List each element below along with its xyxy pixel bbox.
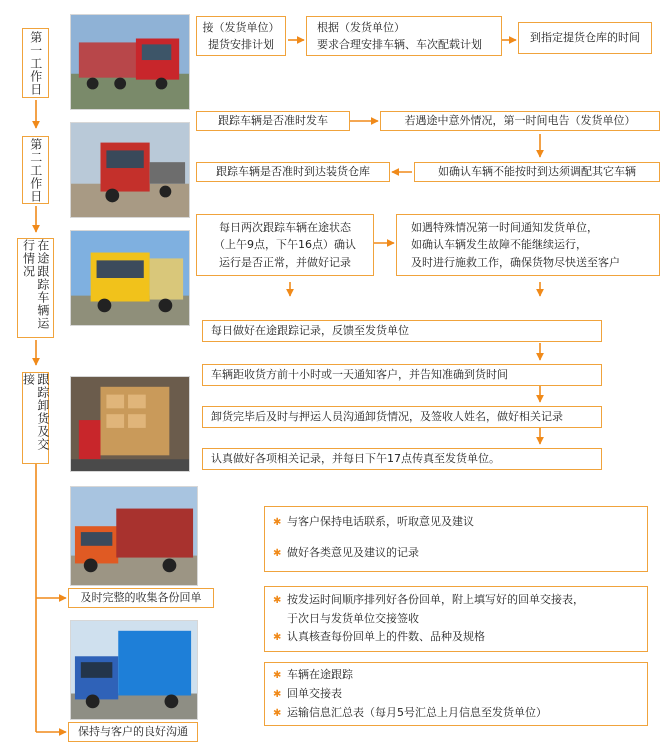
reassign-vehicle-box: 如确认车辆不能按时到达须调配其它车辆 bbox=[414, 162, 660, 182]
customer-communication-label: 保持与客户的良好沟通 bbox=[68, 722, 198, 742]
daily-tracking-box: 每日两次跟踪车辆在途状态 （上午9点，下午16点）确认 运行是否正常，并做好记录 bbox=[196, 214, 374, 276]
truck-photo-red-tractor bbox=[70, 122, 190, 218]
daily-record-box: 每日做好在途跟踪记录，反馈至发货单位 bbox=[202, 320, 602, 342]
emergency-notify-box: 若遇途中意外情况，第一时间电告（发货单位） bbox=[380, 111, 660, 131]
stage-day-one: 第一工作日 bbox=[22, 28, 49, 98]
list-item: ✱ 认真核查每份回单上的件数、品种及规格 bbox=[273, 628, 639, 647]
warehouse-forklift-photo bbox=[70, 376, 190, 472]
fax-record-box: 认真做好各项相关记录，并每日下午17点传真至发货单位。 bbox=[202, 448, 602, 470]
track-departure-box: 跟踪车辆是否准时发车 bbox=[196, 111, 350, 131]
receive-pickup-plan-box: 接（发货单位） 提货安排计划 bbox=[196, 16, 286, 56]
bullet-icon: ✱ bbox=[273, 548, 282, 559]
list-item: ✱ 回单交接表 bbox=[273, 685, 639, 704]
truck-photo-container bbox=[70, 486, 198, 586]
stage-transit-tracking: 在途跟踪车辆运行情况 bbox=[17, 238, 54, 338]
stage-day-two: 第二工作日 bbox=[22, 136, 49, 204]
receipt-collection-label: 及时完整的收集各份回单 bbox=[68, 588, 214, 608]
receipt-handling-box bbox=[264, 586, 648, 652]
list-item: ✱ 做好各类意见及建议的记录 bbox=[273, 544, 639, 563]
pickup-time-box: 到指定提货仓库的时间 bbox=[518, 22, 652, 54]
unloading-handover-box: 卸货完毕后及时与押运人员沟通卸货情况，及签收人姓名，做好相关记录 bbox=[202, 406, 602, 428]
records-list-box bbox=[264, 662, 648, 726]
bullet-icon: ✱ bbox=[273, 670, 282, 681]
special-situation-box: 如遇特殊情况第一时间通知发货单位， 如确认车辆发生故障不能继续运行， 及时进行施救工作，确保货物尽快送至客户 bbox=[396, 214, 660, 276]
bullet-icon: ✱ bbox=[273, 708, 282, 719]
track-arrival-box: 跟踪车辆是否准时到达装货仓库 bbox=[196, 162, 390, 182]
stage-unloading-handover: 跟踪卸货及交接 bbox=[22, 372, 49, 464]
bullet-icon: ✱ bbox=[273, 689, 282, 700]
bullet-icon: ✱ bbox=[273, 517, 282, 528]
notify-customer-box: 车辆距收货方前十小时或一天通知客户，并告知准确到货时间 bbox=[202, 364, 602, 386]
bullet-icon: ✱ bbox=[273, 632, 282, 644]
truck-photo-yellow bbox=[70, 230, 190, 326]
truck-photo-blue bbox=[70, 620, 198, 720]
list-item: ✱ 运输信息汇总表（每月5号汇总上月信息至发货单位） bbox=[273, 704, 639, 723]
list-item: ✱ 按发运时间顺序排列好各份回单，附上填写好的回单交接表， 于次日与发货单位交接签收 bbox=[273, 593, 584, 625]
customer-service-box bbox=[264, 506, 648, 572]
vehicle-scheduling-box: 根据（发货单位） 要求合理安排车辆、车次配载计划 bbox=[306, 16, 502, 56]
list-item: ✱ 车辆在途跟踪 bbox=[273, 666, 639, 685]
list-item: ✱ 与客户保持电话联系，听取意见及建议 bbox=[273, 513, 639, 532]
truck-photo-red bbox=[70, 14, 190, 110]
bullet-icon: ✱ bbox=[273, 595, 282, 606]
